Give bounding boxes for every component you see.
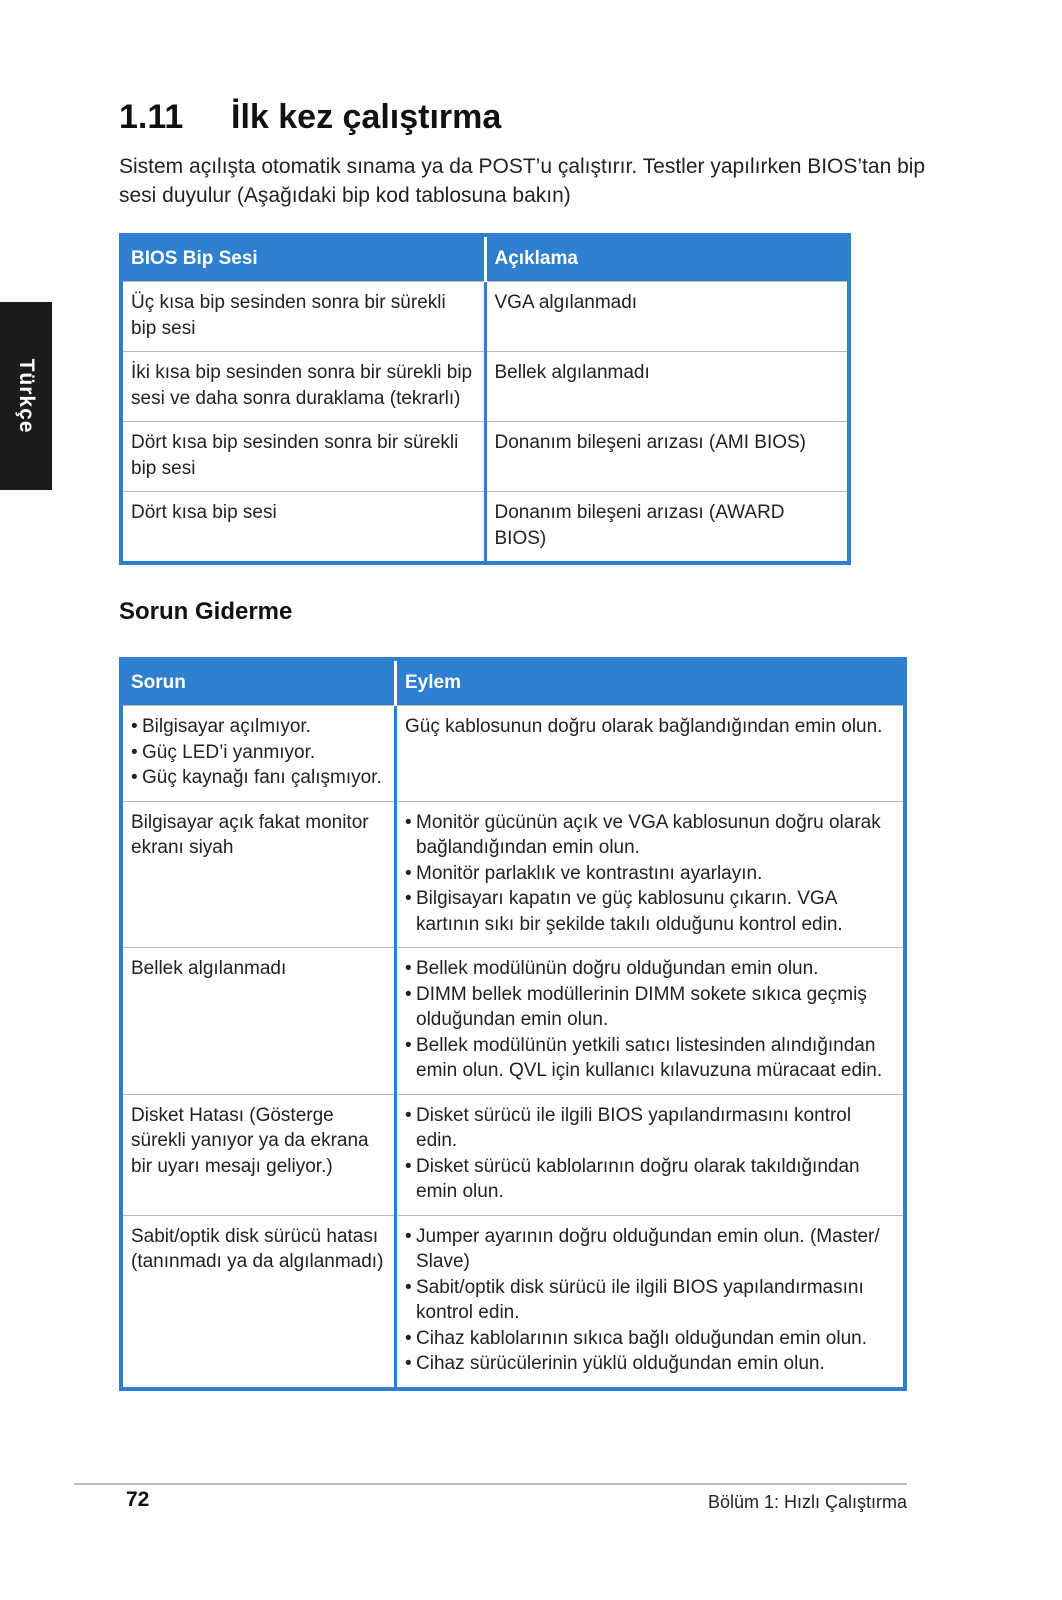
troubleshooting-table bbox=[119, 657, 907, 1391]
action-list bbox=[405, 1103, 895, 1205]
beep-table-header-beep: BIOS Bip Sesi bbox=[121, 235, 485, 282]
troubleshooting-header-row bbox=[121, 659, 905, 706]
list-item: • Disket sürücü ile ilgili BIOS yapılandırmasını kontrol edin. bbox=[405, 1103, 895, 1154]
problem-cell: Sabit/optik disk sürücü hatası (tanınmadı ya da algılanmadı) bbox=[121, 1215, 396, 1389]
action-cell bbox=[396, 1215, 906, 1389]
table-row bbox=[121, 801, 905, 948]
description-cell: VGA algılanmadı bbox=[485, 282, 849, 352]
action-cell bbox=[396, 1094, 906, 1215]
description-cell: Bellek algılanmadı bbox=[485, 352, 849, 422]
list-item: • Bilgisayar açılmıyor. bbox=[131, 714, 386, 740]
table-row bbox=[121, 1094, 905, 1215]
beep-cell: Dört kısa bip sesi bbox=[121, 492, 485, 564]
table-row bbox=[121, 352, 849, 422]
table-row bbox=[121, 706, 905, 802]
list-item: • Bellek modülünün yetkili satıcı listesinden alındığından emin olun. QVL için kullanıcı kılavuzuna müracaat edin. bbox=[405, 1033, 895, 1084]
list-item: • Bellek modülünün doğru olduğundan emin olun. bbox=[405, 956, 895, 982]
language-tab bbox=[0, 302, 52, 490]
troubleshooting-heading: Sorun Giderme bbox=[119, 598, 293, 625]
list-item: • Monitör gücünün açık ve VGA kablosunun doğru olarak bağlandığından emin olun. bbox=[405, 810, 895, 861]
list-item: • Bilgisayarı kapatın ve güç kablosunu çıkarın. VGA kartının sıkı bir şekilde takılı olduğunu kontrol edin. bbox=[405, 886, 895, 937]
list-item: • Monitör parlaklık ve kontrastını ayarlayın. bbox=[405, 861, 895, 887]
footer-divider bbox=[74, 1483, 907, 1485]
beep-cell: İki kısa bip sesinden sonra bir sürekli bip sesi ve daha sonra duraklama (tekrarlı) bbox=[121, 352, 485, 422]
section-title bbox=[119, 98, 501, 137]
table-row bbox=[121, 492, 849, 564]
problem-cell bbox=[121, 706, 396, 802]
troubleshooting-header-problem: Sorun bbox=[121, 659, 396, 706]
beep-cell: Dört kısa bip sesinden sonra bir sürekli bip sesi bbox=[121, 422, 485, 492]
action-list bbox=[405, 810, 895, 938]
beep-table-header-row bbox=[121, 235, 849, 282]
table-row bbox=[121, 948, 905, 1095]
beep-table-header-desc: Açıklama bbox=[485, 235, 849, 282]
action-cell bbox=[396, 801, 906, 948]
table-row bbox=[121, 422, 849, 492]
list-item: • DIMM bellek modüllerinin DIMM sokete sıkıca geçmiş olduğundan emin olun. bbox=[405, 982, 895, 1033]
list-item: • Güç LED’i yanmıyor. bbox=[131, 740, 386, 766]
action-list bbox=[405, 956, 895, 1084]
intro-paragraph: Sistem açılışta otomatik sınama ya da POST’u çalıştırır. Testler yapılırken BIOS’tan bip sesi duyulur (Aşağıdaki bip kod tablosuna bakın) bbox=[119, 155, 926, 207]
troubleshooting-header-action: Eylem bbox=[396, 659, 906, 706]
list-item: • Cihaz sürücülerinin yüklü olduğundan emin olun. bbox=[405, 1351, 895, 1377]
problem-list bbox=[131, 714, 386, 791]
action-cell: Güç kablosunun doğru olarak bağlandığından emin olun. bbox=[396, 706, 906, 802]
list-item: • Disket sürücü kablolarının doğru olarak takıldığından emin olun. bbox=[405, 1154, 895, 1205]
table-row bbox=[121, 1215, 905, 1389]
action-cell bbox=[396, 948, 906, 1095]
list-item: • Jumper ayarının doğru olduğundan emin olun. (Master/ Slave) bbox=[405, 1224, 895, 1275]
list-item: • Güç kaynağı fanı çalışmıyor. bbox=[131, 765, 386, 791]
section-number: 1.11 bbox=[119, 98, 184, 136]
description-cell: Donanım bileşeni arızası (AWARD BIOS) bbox=[485, 492, 849, 564]
action-list bbox=[405, 1224, 895, 1377]
problem-cell: Bellek algılanmadı bbox=[121, 948, 396, 1095]
language-tab-label: Türkçe bbox=[15, 358, 38, 434]
beep-cell: Üç kısa bip sesinden sonra bir sürekli bip sesi bbox=[121, 282, 485, 352]
description-cell: Donanım bileşeni arızası (AMI BIOS) bbox=[485, 422, 849, 492]
table-row bbox=[121, 282, 849, 352]
problem-cell: Bilgisayar açık fakat monitor ekranı siyah bbox=[121, 801, 396, 948]
beep-code-table bbox=[119, 233, 851, 565]
problem-cell: Disket Hatası (Gösterge sürekli yanıyor ya da ekrana bir uyarı mesajı geliyor.) bbox=[121, 1094, 396, 1215]
chapter-label: Bölüm 1: Hızlı Çalıştırma bbox=[707, 1492, 907, 1512]
list-item: • Sabit/optik disk sürücü ile ilgili BIOS yapılandırmasını kontrol edin. bbox=[405, 1275, 895, 1326]
section-title-text: İlk kez çalıştırma bbox=[231, 98, 502, 136]
list-item: • Cihaz kablolarının sıkıca bağlı olduğundan emin olun. bbox=[405, 1326, 895, 1352]
page-number: 72 bbox=[126, 1488, 150, 1511]
